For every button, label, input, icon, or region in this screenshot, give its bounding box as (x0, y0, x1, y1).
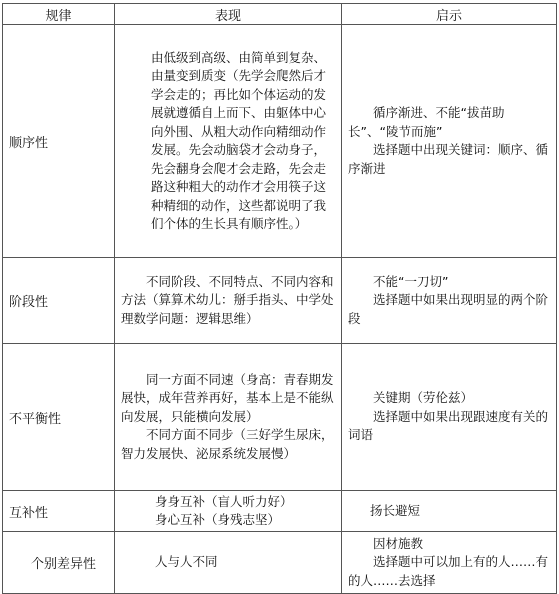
header-expression: 表现 (115, 4, 342, 25)
table-row (3, 491, 557, 532)
header-insight: 启示 (342, 4, 557, 25)
insight-cell (342, 25, 557, 258)
expression-cell (115, 491, 342, 532)
expression-text: 不同方面不同步（三好学生尿床，智力发展快、泌尿系统发展慢） (121, 427, 334, 461)
insight-text: 循序渐进、不能“拔苗助长”、“陵节而施” (348, 105, 505, 139)
insight-cell (342, 258, 557, 344)
rule-name: 顺序性 (3, 25, 115, 258)
expression-text: 身心互补（身残志坚） (155, 512, 281, 527)
expression-text: 由低级到高级、由简单到复杂、由量变到质变（先学会爬然后才学会走的；再比如个体运动的发展就遵循自上而下、由躯体中心向外围、从粗大动作向精细动作发展。先会动脑袋才会动身子，先会翻身会爬才会走路，先会走路这种粗大的动作才会用筷子这种精细的动作，这些都说明了我们个体的生长具有顺序性。） (151, 49, 327, 231)
header-rule: 规律 (3, 4, 115, 25)
insight-text: 选择题中如果出现跟速度有关的词语 (348, 408, 549, 443)
table-row (3, 532, 557, 594)
insight-text: 选择题中出现关键词：顺序、循序渐进 (348, 142, 549, 176)
header-row (3, 4, 557, 25)
rule-name: 阶段性 (3, 258, 115, 344)
expression-cell (115, 344, 342, 491)
expression-cell (115, 25, 342, 258)
rule-name: 不平衡性 (3, 344, 115, 491)
table-row (3, 344, 557, 491)
insight-text: 选择题中可以加上有的人……有的人……去选择 (348, 554, 549, 588)
rule-name: 互补性 (3, 491, 115, 532)
development-rules-table (2, 3, 557, 594)
expression-text: 同一方面不同速（身高：青春期发展快，成年营养再好，基本上是不能纵向发展，只能横向发展） (121, 371, 334, 424)
rule-name: 个别差异性 (3, 532, 115, 594)
insight-text: 扬长避短 (370, 502, 421, 518)
table-row (3, 258, 557, 344)
expression-text: 身身互补（盲人听力好） (155, 493, 293, 509)
expression-cell (115, 258, 342, 344)
insight-cell (342, 491, 557, 532)
insight-cell (342, 344, 557, 491)
expression-text: 人与人不同 (155, 554, 218, 570)
insight-text: 选择题中如果出现明显的两个阶段 (348, 292, 549, 326)
expression-text: 不同阶段、不同特点、不同内容和方法（算算术幼儿：掰手指头、中学处理数学问题：逻辑思维） (121, 273, 334, 326)
insight-text: 关键期（劳伦兹） (373, 390, 474, 406)
insight-text: 因材施教 (373, 535, 424, 551)
insight-text: 不能“一刀切” (373, 273, 449, 289)
expression-cell (115, 532, 342, 594)
table-row (3, 25, 557, 258)
insight-cell (342, 532, 557, 594)
